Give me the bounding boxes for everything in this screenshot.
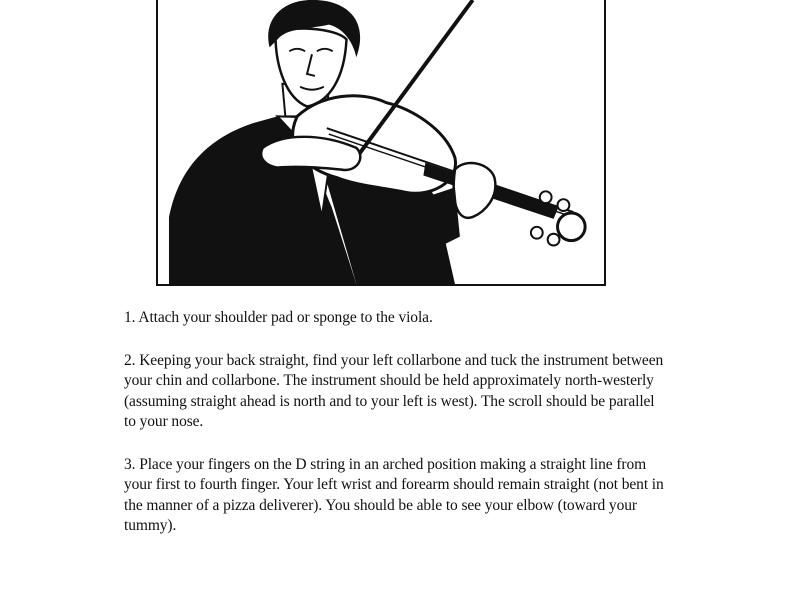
peg-1	[540, 191, 552, 203]
viola-scroll	[558, 213, 586, 241]
instructions-text	[124, 308, 664, 559]
peg-3	[548, 234, 560, 246]
step-2: 2. Keeping your back straight, find your left collarbone and tuck the instrument between your chin and collarbone. The instrument should be held approximately north-westerly (assuming straight ahead is north and to your left is west). The scroll should be parallel to your nose.	[124, 351, 664, 430]
violist-drawing	[158, 0, 604, 284]
left-hand	[454, 163, 496, 218]
step-3: 3. Place your fingers on the D string in an arched position making a straight line from your first to fourth finger. Your left wrist and forearm should remain straight (not bent in the manner of a pizza deliverer). You should be able to see your elbow (toward your tummy).	[124, 455, 664, 534]
peg-4	[531, 227, 543, 239]
step-1: 1. Attach your shoulder pad or sponge to the viola.	[124, 309, 433, 326]
peg-2	[558, 199, 570, 211]
violist-illustration	[156, 0, 606, 286]
